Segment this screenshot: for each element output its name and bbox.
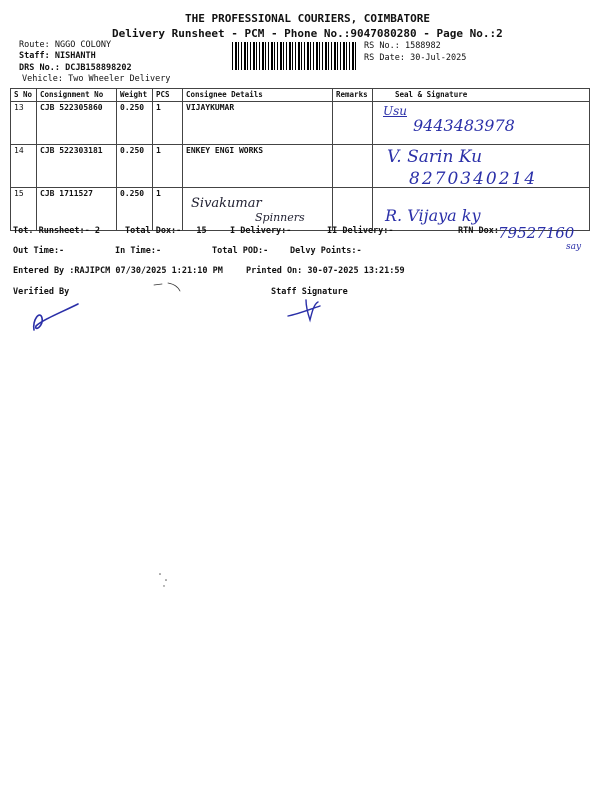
route-label: Route:: [19, 40, 50, 50]
handwritten-consignee-line2: Spinners: [255, 211, 305, 224]
col-consignment: Consignment No: [37, 89, 117, 102]
pen-mark: [150, 279, 184, 295]
cell-sno: 13: [11, 102, 37, 145]
col-sno: S No: [11, 89, 37, 102]
tot-runsheet-label: Tot. Runsheet:-: [13, 226, 90, 236]
cell-seal-signature: [373, 102, 590, 145]
handwritten-signature: V. Sarin Ku: [387, 147, 483, 167]
col-weight: Weight: [117, 89, 153, 102]
runsheet-table: [10, 88, 590, 231]
rtn-dox-label: RTN Dox:: [458, 226, 499, 236]
out-time-label: Out Time:-: [13, 246, 65, 256]
in-time-label: In Time:-: [115, 246, 162, 256]
cell-weight: 0.250: [117, 145, 153, 188]
route-value: NGGO COLONY: [54, 40, 112, 50]
staff-row: [19, 51, 96, 61]
tot-runsheet-value: 2: [94, 226, 101, 236]
col-seal-signature: Seal & Signature: [373, 89, 590, 102]
handwritten-signature: Usu: [383, 104, 407, 118]
rs-date-value: 30-Jul-2025: [410, 53, 467, 63]
route-row: [19, 40, 111, 50]
rs-no-label: RS No.:: [364, 41, 400, 51]
cell-pcs: 1: [153, 188, 183, 231]
table-row: [11, 102, 590, 145]
total-dox-label: Total Dox:-: [125, 226, 182, 236]
handwritten-consignee-line1: Sivakumar: [191, 196, 262, 211]
verified-by-label: Verified By: [13, 287, 70, 297]
total-dox: [125, 226, 207, 236]
cell-consignee: ENKEY ENGI WORKS: [183, 145, 333, 188]
rs-no-value: 1588982: [404, 41, 441, 51]
cell-consignment: CJB 1711527: [37, 188, 117, 231]
cell-weight: 0.250: [117, 102, 153, 145]
cell-consignment: CJB 522303181: [37, 145, 117, 188]
vehicle-row: [22, 74, 170, 84]
cell-remarks: [333, 145, 373, 188]
company-title: THE PROFESSIONAL COURIERS, COIMBATORE: [185, 12, 431, 25]
cell-seal-signature: [373, 145, 590, 188]
handwritten-phone: 9443483978: [413, 116, 515, 135]
ii-delivery-label: II Delivery:-: [327, 226, 394, 236]
delvy-points-label: Delvy Points:-: [290, 246, 362, 256]
table-row: [11, 145, 590, 188]
cell-sno: 15: [11, 188, 37, 231]
col-pcs: PCS: [153, 89, 183, 102]
rs-date-label: RS Date:: [364, 53, 405, 63]
cell-weight: 0.250: [117, 188, 153, 231]
staff-signature-scribble: [284, 296, 334, 324]
drs-value: DCJB158898202: [65, 63, 132, 73]
total-pod-label: Total POD:-: [212, 246, 269, 256]
table-header-row: [11, 89, 590, 102]
cell-consignee: [183, 188, 333, 231]
handwritten-phone: 8270340214: [409, 169, 538, 189]
verified-by-signature: [28, 300, 88, 336]
staff-value: NISHANTH: [54, 51, 96, 61]
cell-remarks: [333, 102, 373, 145]
runsheet-subtitle: Delivery Runsheet - PCM - Phone No.:9047080280 - Page No.:2: [112, 27, 503, 40]
vehicle-label: Vehicle:: [22, 74, 63, 84]
cell-consignee: VIJAYKUMAR: [183, 102, 333, 145]
handwritten-rtn-phone: 79527160: [498, 224, 575, 242]
col-remarks: Remarks: [333, 89, 373, 102]
cell-remarks: [333, 188, 373, 231]
staff-signature-label: Staff Signature: [271, 287, 348, 297]
col-consignee: Consignee Details: [183, 89, 333, 102]
handwritten-rtn-suffix: say: [566, 242, 582, 252]
handwritten-signature: R. Vijaya ky: [385, 206, 481, 225]
cell-pcs: 1: [153, 145, 183, 188]
i-delivery-label: I Delivery:-: [230, 226, 292, 236]
scan-speck: [156, 570, 176, 590]
drs-row: [19, 63, 132, 73]
printed-on: Printed On: 30-07-2025 13:21:59: [246, 266, 405, 276]
cell-sno: 14: [11, 145, 37, 188]
cell-pcs: 1: [153, 102, 183, 145]
vehicle-value: Two Wheeler Delivery: [68, 74, 171, 84]
drs-label: DRS No.:: [19, 63, 60, 73]
cell-consignment: CJB 522305860: [37, 102, 117, 145]
entered-by: Entered By :RAJIPCM 07/30/2025 1:21:10 PM: [13, 266, 223, 276]
barcode: [232, 42, 358, 70]
staff-label: Staff:: [19, 51, 50, 61]
rs-date-row: [364, 53, 466, 63]
total-dox-value: 15: [196, 226, 207, 236]
rs-no-row: [364, 41, 441, 51]
tot-runsheet: [13, 226, 100, 236]
